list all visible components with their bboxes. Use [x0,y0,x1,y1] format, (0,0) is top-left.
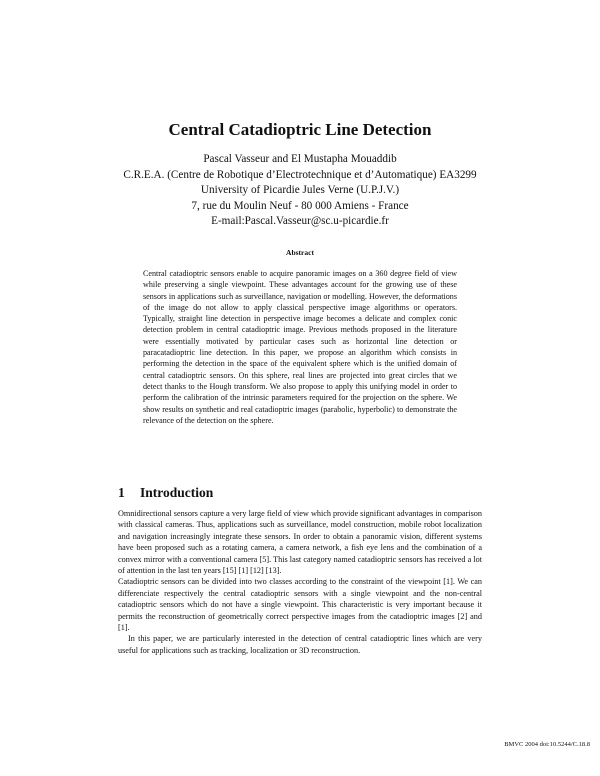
section-title: Introduction [140,485,214,500]
affiliation-line: 7, rue du Moulin Neuf - 80 000 Amiens - France [191,199,409,212]
affiliation-line: University of Picardie Jules Verne (U.P.J.V.) [200,184,400,196]
section-number: 1 [118,485,125,500]
paragraph: In this paper, we are particularly interested in the detection of central catadioptric lines which are very useful for applications such as tracking, localization or 3D reconstruction. [118,634,482,655]
paper-title: Central Catadioptric Line Detection [168,120,432,139]
paragraph: Omnidirectional sensors capture a very large field of view which provide significant advantages in comparison with classical cameras. Thus, applications such as surveillance, model construction, mobile robot localization and navigation increasingly integrate these sensors. In order to obtain a panoramic vision, different systems have been proposed such as a rotating camera, a camera network, a fish eye lens and the combination of a convex mirror with a conventional camera [5]. This last category named catadioptric sensors has received a lot of attention in the last ten years [15] [1] [12] [13]. [118,509,482,576]
paragraph: Catadioptric sensors can be divided into two classes according to the constraint of the viewpoint [1]. We can differenciate respectively the central catadioptric sensors with a single viewpoint and the non-central catadioptric sensors which do not have a single viewpoint. This characteristic is very important because it permits the reconstruction of geometrically correct perspective images from the catadioptric images [2] and [1]. [118,577,482,633]
author-names: Pascal Vasseur and El Mustapha Mouaddib [203,153,397,165]
abstract-text: Central catadioptric sensors enable to acquire panoramic images on a 360 degree field of view while preserving a single viewpoint. These advantages account for the growing use of these sensors in applications such as surveillance, navigation or modelling. However, the deformations of the image do not allow to apply classical perspective image algorithms or operators. Typically, straight line detection in perspective image becomes a delicate and complex conic detection problem in central catadioptric image. Previous methods proposed in the literature were essentially motivated by particular cases such as horizontal line detection or paracatadioptric line detection. In this paper, we propose an algorithm which consists in performing the detection in the space of the equivalent sphere which is the unified domain of central catadioptric sensors. On this sphere, real lines are projected into great circles that we detect thanks to the Hough transform. We also propose to apply this unifying model in order to perform the calibration of the intrinsic parameters required for the projection on the sphere. We show results on synthetic and real catadioptric images (parabolic, hyperbolic) to demonstrate the relevance of the detection on the sphere. [143,269,457,425]
affiliation-line: C.R.E.A. (Centre de Robotique d’Electrotechnique et d’Automatique) EA3299 [123,168,477,181]
author-email: E-mail:Pascal.Vasseur@sc.u-picardie.fr [211,215,389,227]
doi-footer: BMVC 2004 doi:10.5244/C.18.8 [504,741,590,748]
abstract-heading: Abstract [286,248,314,257]
body-text [118,508,482,656]
section-heading [118,485,213,501]
author-block [0,152,600,230]
